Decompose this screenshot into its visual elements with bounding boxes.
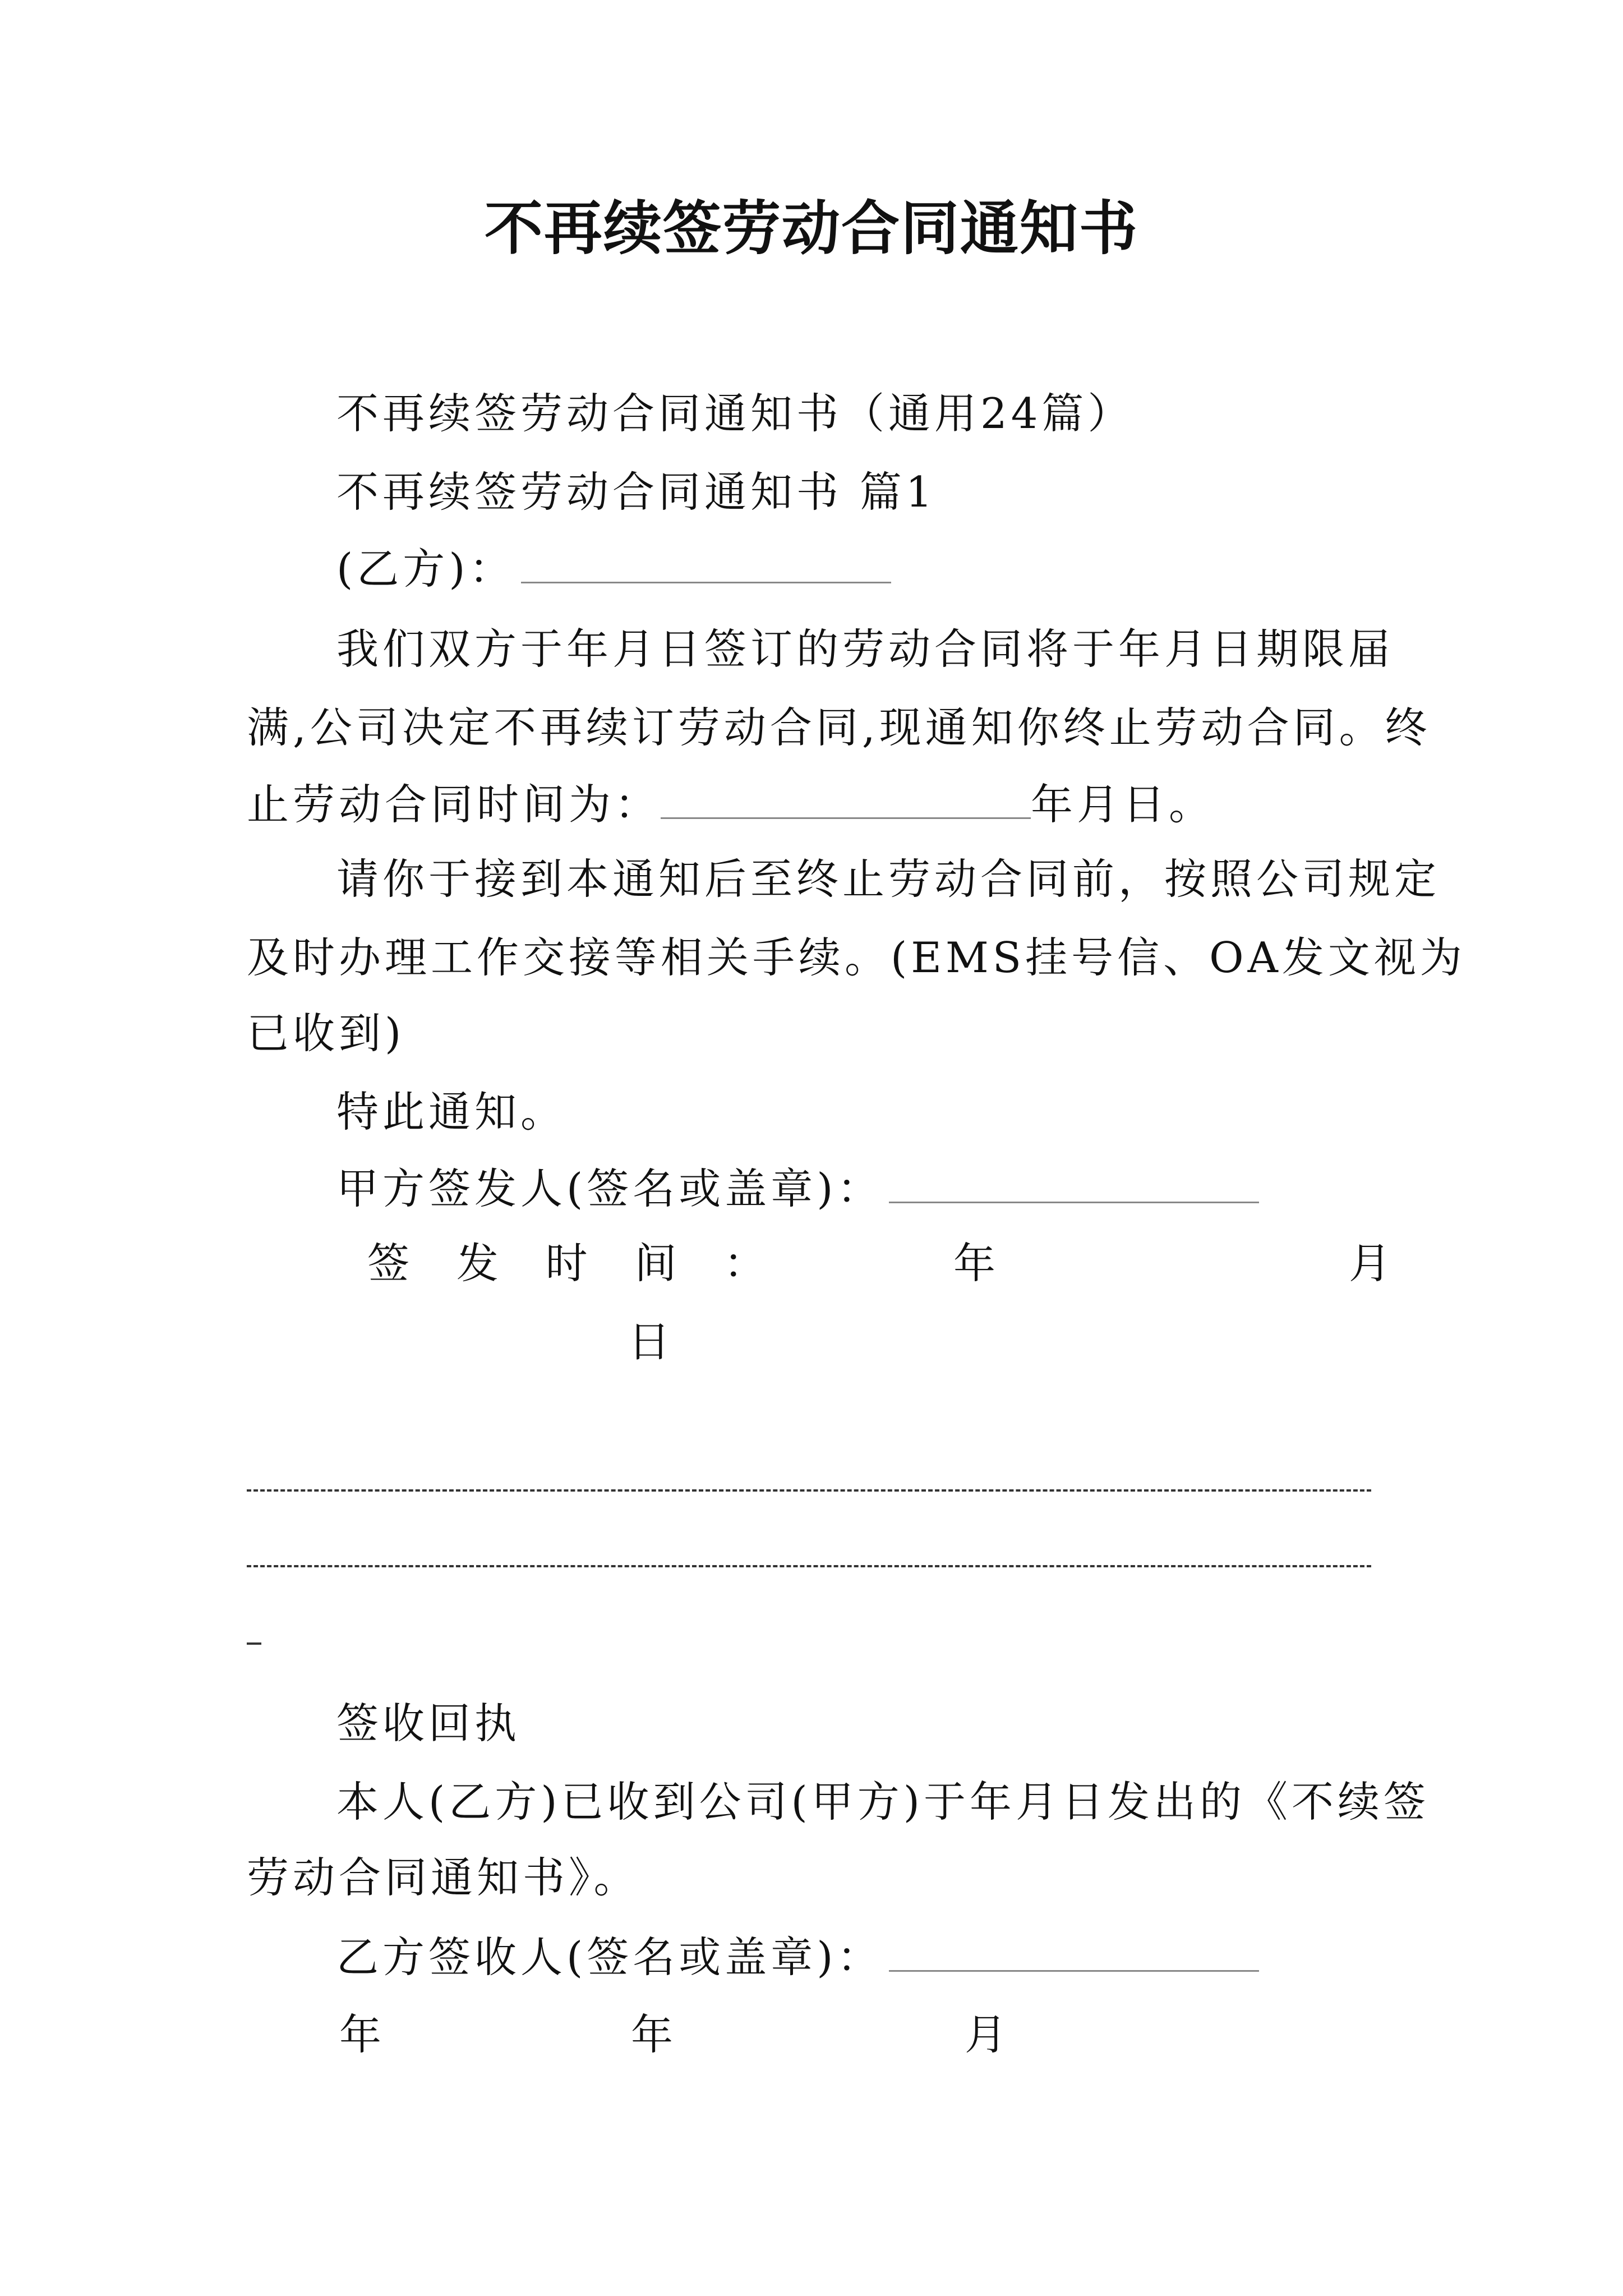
separator-dash-end <box>247 1642 261 1645</box>
footer-year-2: 年 <box>631 2010 674 2059</box>
signer-b-line <box>336 1932 1391 1982</box>
party-b-line <box>336 544 1391 593</box>
issue-day: 日 <box>628 1317 671 1366</box>
paragraph-1-line-3 <box>247 780 1391 829</box>
footer-month: 月 <box>965 2010 1007 2059</box>
termination-date-suffix: 年月日。 <box>1031 780 1215 829</box>
issue-year: 年 <box>953 1239 996 1288</box>
signer-a-label: 甲方签发人(签名或盖章)： <box>336 1164 883 1213</box>
section-heading: 不再续签劳动合同通知书 篇1 <box>336 467 937 517</box>
document-title: 不再续签劳动合同通知书 <box>484 194 1138 263</box>
separator-dash-line-1 <box>247 1489 1371 1492</box>
receipt-line-1: 本人(乙方)已收到公司(甲方)于年月日发出的《不续签 <box>336 1777 1430 1826</box>
receipt-heading: 签收回执 <box>336 1699 521 1748</box>
signer-b-label: 乙方签收人(签名或盖章)： <box>336 1932 883 1982</box>
termination-date-label: 止劳动合同时间为： <box>247 780 661 829</box>
paragraph-2-line-1: 请你于接到本通知后至终止劳动合同前，按照公司规定 <box>336 854 1441 904</box>
paragraph-2-line-2: 及时办理工作交接等相关手续。(EMS挂号信、OA发文视为 <box>247 933 1466 982</box>
issue-date-label: 签 发 时 间 ： <box>367 1239 783 1288</box>
party-b-label: (乙方)： <box>336 544 515 593</box>
signer-a-blank <box>889 1167 1259 1203</box>
document-subtitle: 不再续签劳动合同通知书（通用24篇） <box>336 389 1134 438</box>
signer-a-line <box>336 1164 1391 1213</box>
footer-year-1: 年 <box>339 2010 382 2059</box>
signer-b-blank <box>889 1935 1259 1972</box>
issue-month: 月 <box>1349 1239 1391 1288</box>
separator-dash-line-2 <box>247 1565 1371 1567</box>
termination-date-blank <box>661 783 1031 819</box>
notice-close: 特此通知。 <box>336 1087 567 1137</box>
paragraph-1-line-2: 满,公司决定不再续订劳动合同,现通知你终止劳动合同。终 <box>247 703 1431 752</box>
paragraph-2-line-3: 已收到) <box>247 1009 405 1058</box>
paragraph-1-line-1: 我们双方于年月日签订的劳动合同将于年月日期限届 <box>336 624 1395 674</box>
party-b-blank <box>521 547 891 583</box>
receipt-line-2: 劳动合同通知书》。 <box>247 1853 640 1902</box>
